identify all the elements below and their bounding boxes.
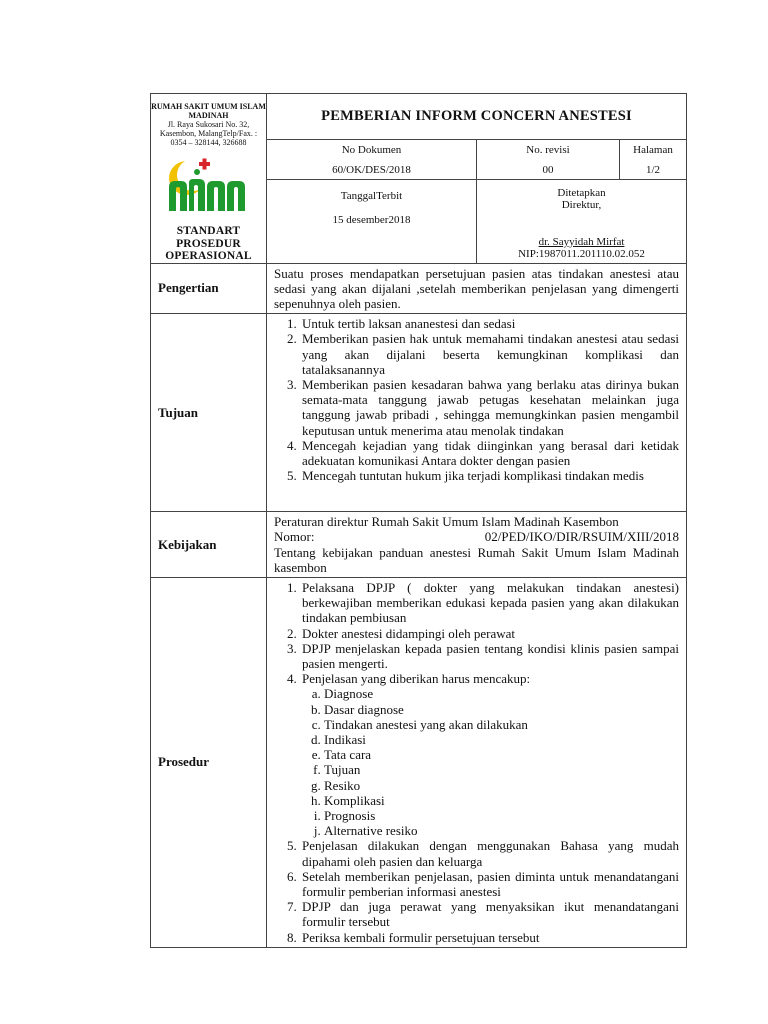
halaman-label: Halaman xyxy=(633,144,673,157)
sub-list-item: h. Komplikasi xyxy=(324,793,679,808)
sub-list-item: i. Prognosis xyxy=(324,808,679,823)
kebijakan-nomor-label: Nomor: xyxy=(274,529,315,545)
sop-label: STANDART PROSEDUR OPERASIONAL xyxy=(165,225,252,262)
tujuan-label: Tujuan xyxy=(151,314,267,512)
list-item: 2. Memberikan pasien hak untuk memahami tindakan anestesi atau sedasi yang akan dijalani beserta kemungkinan komplikasi dan tatalaksanannya xyxy=(300,331,679,377)
list-item: 5. Mencegah tuntutan hukum jika terjadi komplikasi tindakan medis xyxy=(300,468,679,483)
sub-list-item: e. Tata cara xyxy=(324,747,679,762)
pengertian-text: Suatu proses mendapatkan persetujuan pasien atas tindakan anestesi atau sedasi yang akan dijalani ,setelah memberikan penjelasan yang dimengerti sepenuhnya oleh pasien. xyxy=(267,263,687,314)
ditetapkan-cell xyxy=(477,179,687,263)
ditetapkan-label: Ditetapkan xyxy=(557,186,606,199)
director-nip: NIP:1987011.201110.02.052 xyxy=(518,247,645,260)
sop-document xyxy=(150,93,686,945)
no-dokumen-cell xyxy=(267,140,477,179)
sub-list-item: g. Resiko xyxy=(324,778,679,793)
no-dokumen-label: No Dokumen xyxy=(341,144,402,157)
prosedur-item4-text: Penjelasan yang diberikan harus mencakup: xyxy=(302,671,531,687)
no-revisi-value: 00 xyxy=(542,164,554,177)
kebijakan-nomor xyxy=(274,529,679,544)
hospital-address: Jl. Raya Sukosari No. 32, Kasembon, MalangTelp/Fax. : 0354 – 328144, 326688 xyxy=(159,120,258,147)
list-item: 4. Mencegah kejadian yang tidak diinginkan yang berasal dari ketidak adekuatan komunikasi Antara dokter dengan pasien xyxy=(300,438,679,468)
sub-list-item: a. Diagnose xyxy=(324,686,679,701)
list-item xyxy=(300,671,679,838)
kebijakan-content xyxy=(267,512,687,578)
prosedur-content xyxy=(267,577,687,947)
halaman-value: 1/2 xyxy=(645,164,661,177)
no-revisi-cell xyxy=(477,140,620,179)
tujuan-list xyxy=(274,316,679,483)
list-item: 6. Setelah memberikan penjelasan, pasien diminta untuk menandatangani formulir pemberian informasi anestesi xyxy=(300,869,679,899)
kebijakan-nomor-value: 02/PED/IKO/DIR/RSUIM/XIII/2018 xyxy=(484,529,680,545)
tanggal-terbit-label: TanggalTerbit xyxy=(340,189,403,202)
list-item: 1. Untuk tertib laksan ananestesi dan sedasi xyxy=(300,316,679,331)
tanggal-terbit-value: 15 desember2018 xyxy=(332,213,411,226)
kebijakan-line3: Tentang kebijakan panduan anestesi Rumah Sakit Umum Islam Madinah kasembon xyxy=(274,544,680,575)
kebijakan-line1: Peraturan direktur Rumah Sakit Umum Islam Madinah Kasembon xyxy=(274,514,619,530)
list-item: 2. Dokter anestesi didampingi oleh perawat xyxy=(300,626,679,641)
sub-list-item: b. Dasar diagnose xyxy=(324,702,679,717)
sub-list-item: c. Tindakan anestesi yang akan dilakukan xyxy=(324,717,679,732)
hospital-name: RUMAH SAKIT UMUM ISLAM MADINAH xyxy=(151,102,266,120)
kebijakan-label: Kebijakan xyxy=(151,512,267,578)
halaman-cell xyxy=(620,140,687,179)
list-item: 7. DPJP dan juga perawat yang menyaksikan ikut menandatangani formulir tersebut xyxy=(300,899,679,929)
sub-list-item: f. Tujuan xyxy=(324,762,679,777)
list-item: 5. Penjelasan dilakukan dengan menggunakan Bahasa yang mudah dipahami oleh pasien dan keluarga xyxy=(300,838,679,868)
hospital-header xyxy=(151,94,267,264)
list-item: 3. DPJP menjelaskan kepada pasien tentang kondisi klinis pasien sampai pasien mengerti. xyxy=(300,641,679,671)
sub-list-item: j. Alternative resiko xyxy=(324,823,679,838)
prosedur-label: Prosedur xyxy=(151,577,267,947)
direktur-label: Direktur, xyxy=(561,198,602,211)
prosedur-list xyxy=(274,580,679,945)
hospital-logo-icon xyxy=(161,153,257,215)
list-item: 8. Periksa kembali formulir persetujuan tersebut xyxy=(300,930,679,945)
pengertian-label: Pengertian xyxy=(151,263,267,314)
tanggal-terbit-cell xyxy=(267,179,477,263)
document-title: PEMBERIAN INFORM CONCERN ANESTESI xyxy=(267,94,687,140)
sop-table xyxy=(150,93,687,948)
prosedur-sublist xyxy=(302,686,679,838)
director-name: dr. Sayyidah Mirfat xyxy=(538,235,625,248)
list-item: 3. Memberikan pasien kesadaran bahwa yang berlaku atas dirinya bukan semata-mata tanggung jawab petugas kesehatan melainkan juga tanggung jawab pribadi , sehingga memungkinkan pasien mengambil keputusan untuk menerima atau menolak tindakan xyxy=(300,377,679,438)
no-revisi-label: No. revisi xyxy=(526,144,570,157)
sub-list-item: d. Indikasi xyxy=(324,732,679,747)
no-dokumen-value: 60/OK/DES/2018 xyxy=(332,164,411,177)
list-item: 1. Pelaksana DPJP ( dokter yang melakukan tindakan anestesi) berkewajiban memberikan edukasi kepada pasien yang akan dilakukan tindakan pembiusan xyxy=(300,580,679,626)
tujuan-content xyxy=(267,314,687,512)
